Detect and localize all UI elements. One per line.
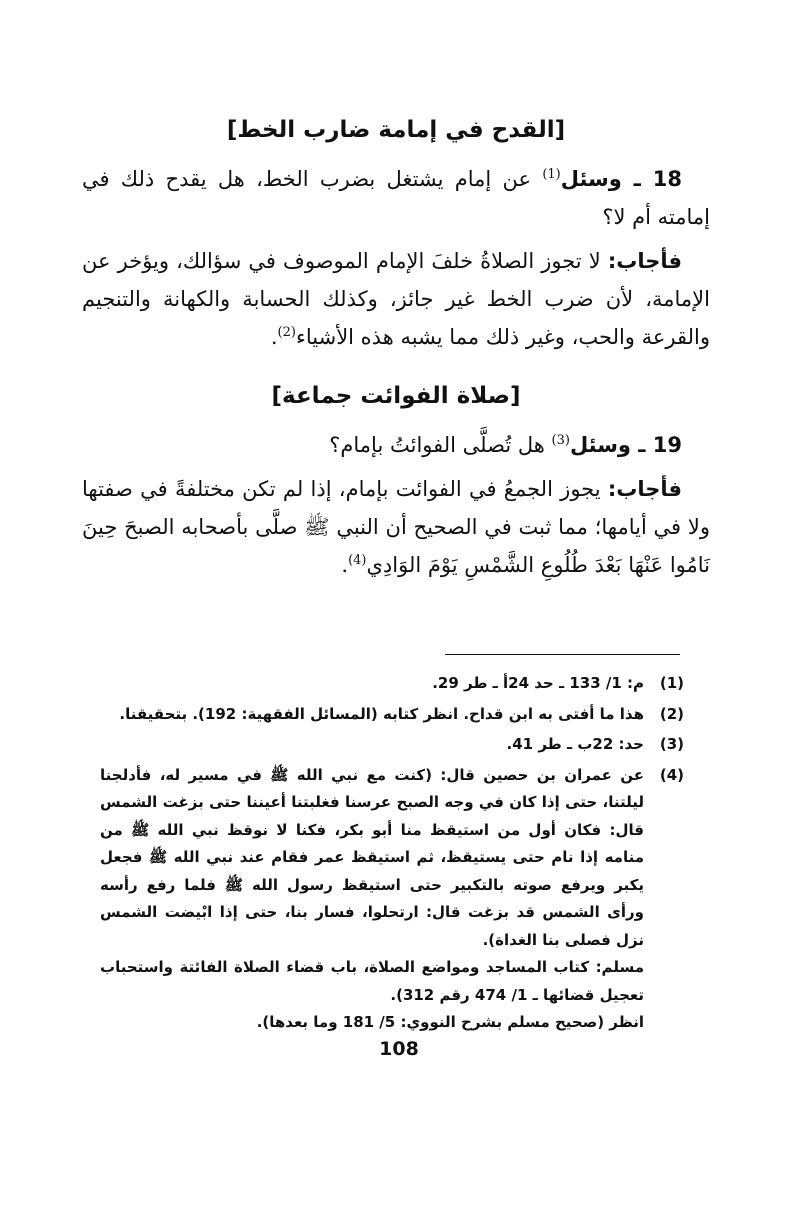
footnote-number: (1) bbox=[659, 674, 684, 692]
footnote-2 bbox=[100, 701, 684, 729]
section-heading-fortune-telling: [القدح في إمامة ضارب الخط] bbox=[226, 117, 566, 143]
footnote-line: هذا ما أفتى به ابن قداح. انظر كتابه (المسائل الفقهية: 192). بتحقيقنا. bbox=[119, 704, 644, 723]
page-number: 108 bbox=[379, 1038, 419, 1060]
footnote-text bbox=[100, 701, 644, 729]
answer-19-lead: فأجاب: bbox=[607, 477, 682, 501]
footnote-ref-2: (2) bbox=[277, 325, 296, 340]
question-19-text: هل تُصلَّى الفوائتُ بإمام؟ bbox=[329, 433, 552, 457]
footnote-ref-4: (4) bbox=[348, 553, 367, 568]
footnote-text bbox=[100, 670, 644, 698]
footnotes bbox=[100, 670, 684, 1040]
answer-18 bbox=[82, 242, 710, 356]
footnote-1 bbox=[100, 670, 684, 698]
section-heading-missed-prayers: [صلاة الفوائت جماعة] bbox=[271, 383, 521, 409]
question-19 bbox=[82, 426, 710, 464]
footnote-3 bbox=[100, 731, 684, 759]
footnote-line: حد: 22ب ـ طر 41. bbox=[506, 735, 644, 753]
answer-19-end: . bbox=[341, 553, 349, 577]
question-18-text: عن إمام يشتغل بضرب الخط، هل يقدح ذلك في إمامته أم لا؟ bbox=[82, 167, 710, 229]
footnote-number: (4) bbox=[659, 765, 684, 784]
answer-19 bbox=[82, 470, 710, 584]
footnote-line: مسلم: كتاب المساجد ومواضع الصلاة، باب قضاء الصلاة الفائتة واستحباب تعجيل قضائها ـ 1/ 474 رقم 312). bbox=[100, 958, 644, 1004]
footnote-number: (2) bbox=[659, 704, 684, 723]
answer-19-text: يجوز الجمعُ في الفوائت بإمام، إذا لم تكن مختلفةً في صفتها ولا في أيامها؛ مما ثبت في الصحيح أن النبي ﷺ صلَّى بأصحابه الصبحَ حِينَ نَامُوا عَنْهَا بَعْدَ طُلُوعِ الشَّمْسِ يَوْمَ الوَادِي bbox=[82, 477, 710, 577]
question-18-lead: 18 ـ وسئل bbox=[560, 167, 682, 191]
footnote-ref-1: (1) bbox=[542, 167, 561, 182]
question-18 bbox=[82, 160, 710, 236]
footnote-line: انظر (صحيح مسلم بشرح النووي: 5/ 181 وما بعدها). bbox=[256, 1013, 644, 1031]
footnote-number: (3) bbox=[659, 735, 684, 753]
footnote-text bbox=[100, 731, 644, 759]
main-text bbox=[82, 110, 710, 590]
footnote-line: عن عمران بن حصين قال: (كنت مع نبي الله ﷺ في مسير له، فأدلجنا ليلتنا، حتى إذا كان في وجه الصبح عرسنا فغلبتنا أعيننا حتى بزغت الشمس قال: فكان أول من استيقظ منا أبو بكر، فكنا لا نوقظ نبي الله ﷺ من منامه إذا نام حتى يستيقظ، ثم استيقظ عمر فقام عند نبي الله ﷺ فجعل يكبر ويرفع صوته بالتكبير حتى استيقظ رسول الله ﷺ فلما رفع رأسه ورأى الشمس قد بزغت قال: ارتحلوا، فسار بنا، حتى إذا ابْيضت الشمس نزل فصلى بنا الغداة). bbox=[100, 765, 644, 949]
footnote-line: م: 1/ 133 ـ حد 24أ ـ طر 29. bbox=[432, 674, 644, 692]
footnote-4 bbox=[100, 762, 684, 1037]
answer-18-lead: فأجاب: bbox=[607, 249, 682, 273]
answer-18-end: . bbox=[270, 325, 278, 349]
footnote-divider bbox=[445, 654, 680, 655]
answer-18-text: لا تجوز الصلاةُ خلفَ الإمام الموصوف في سؤالك، ويؤخر عن الإمامة، لأن ضرب الخط غير جائز، وكذلك الحسابة والكهانة والتنجيم والقرعة والحب، وغير ذلك مما يشبه هذه الأشياء bbox=[82, 249, 710, 349]
question-19-lead: 19 ـ وسئل bbox=[569, 433, 682, 457]
footnote-ref-3: (3) bbox=[551, 433, 570, 448]
footnote-text bbox=[100, 762, 644, 1037]
